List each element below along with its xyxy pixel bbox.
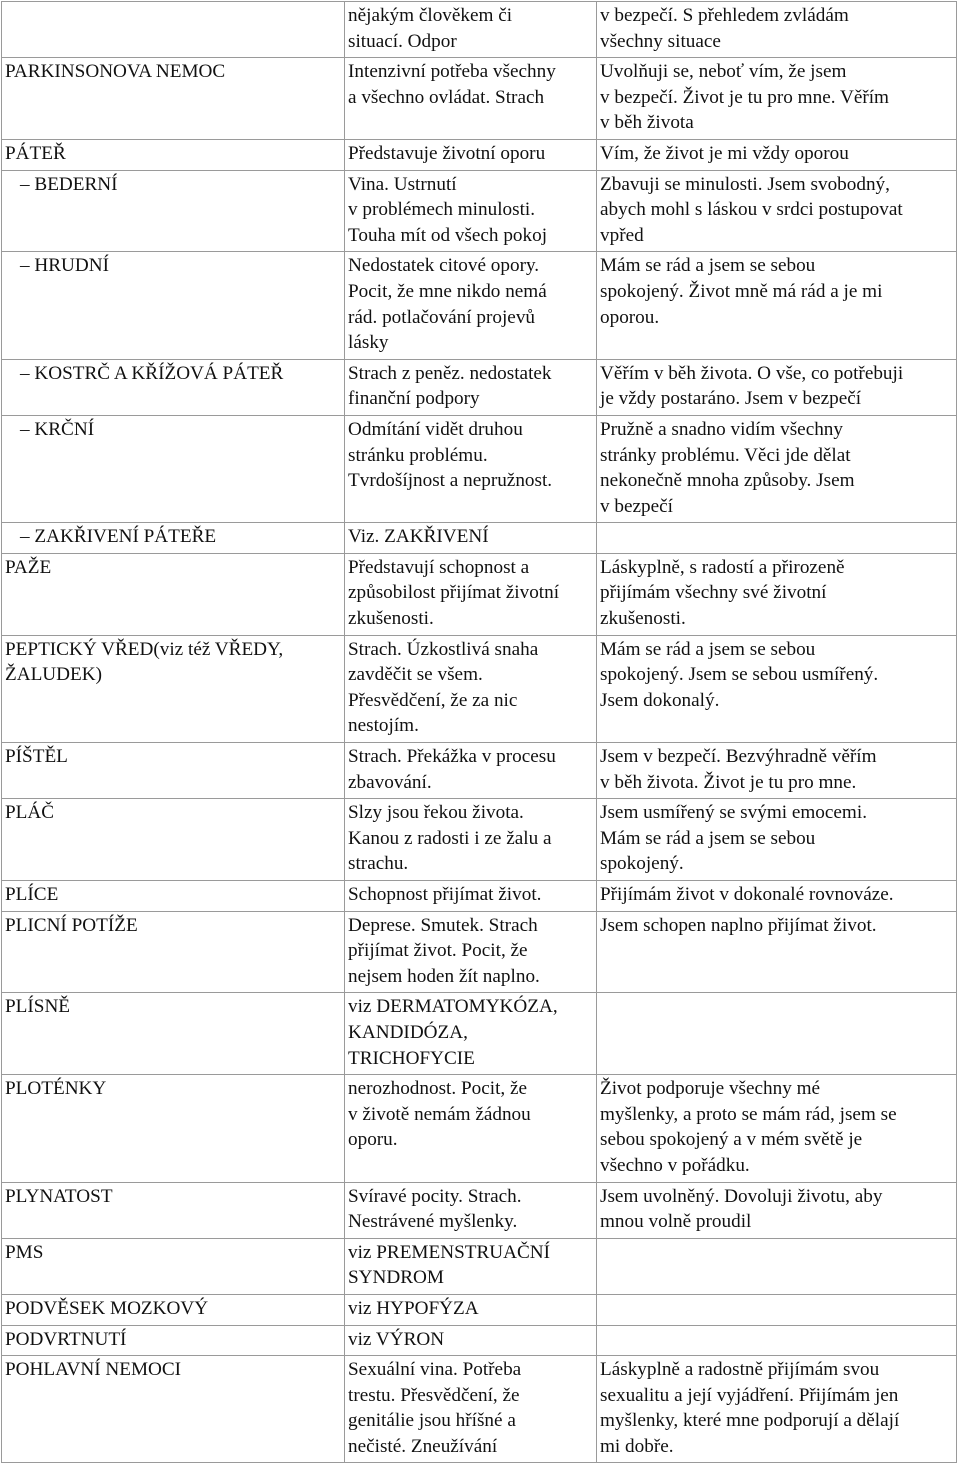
- thought-cell: Jsem schopen naplno přijímat život.: [597, 911, 957, 993]
- table-row: [2, 553, 957, 635]
- thought-cell: Mám se rád a jsem se sebou spokojený. Jsem se sebou usmířený. Jsem dokonalý.: [597, 635, 957, 742]
- cause-cell: Představuje životní oporu: [345, 139, 597, 170]
- cause-cell: nerozhodnost. Pocit, že v životě nemám žádnou oporu.: [345, 1075, 597, 1182]
- thought-cell: Zbavuji se minulosti. Jsem svobodný, abych mohl s láskou v srdci postupovat vpřed: [597, 170, 957, 252]
- term-cell: – HRUDNÍ: [2, 252, 345, 359]
- table-row: [2, 1294, 957, 1325]
- term-cell: PLÍCE: [2, 881, 345, 912]
- cause-cell: Svíravé pocity. Strach. Nestrávené myšlenky.: [345, 1182, 597, 1238]
- cause-cell: Strach. Překážka v procesu zbavování.: [345, 743, 597, 799]
- cause-cell: viz DERMATOMYKÓZA, KANDIDÓZA, TRICHOFYCIE: [345, 993, 597, 1075]
- cause-cell: Deprese. Smutek. Strach přijímat život. Pocit, že nejsem hoden žít naplno.: [345, 911, 597, 993]
- table-row: [2, 1182, 957, 1238]
- table-row: [2, 881, 957, 912]
- cause-cell: viz HYPOFÝZA: [345, 1294, 597, 1325]
- table-row: [2, 359, 957, 415]
- term-cell: PÁTEŘ: [2, 139, 345, 170]
- cause-cell: viz PREMENSTRUAČNÍ SYNDROM: [345, 1238, 597, 1294]
- thought-cell: [597, 993, 957, 1075]
- table-row: [2, 799, 957, 881]
- term-cell: – KOSTRČ A KŘÍŽOVÁ PÁTEŘ: [2, 359, 345, 415]
- table-row: [2, 58, 957, 140]
- term-cell: PAŽE: [2, 553, 345, 635]
- cause-cell: Strach z peněz. nedostatek finanční podpory: [345, 359, 597, 415]
- table-row: [2, 743, 957, 799]
- term-cell: PLYNATOST: [2, 1182, 345, 1238]
- cause-cell: Intenzivní potřeba všechny a všechno ovládat. Strach: [345, 58, 597, 140]
- thought-cell: Uvolňuji se, neboť vím, že jsem v bezpečí. Život je tu pro mne. Věřím v běh života: [597, 58, 957, 140]
- table-row: [2, 523, 957, 554]
- table-row: [2, 1325, 957, 1356]
- cause-cell: Vina. Ustrnutí v problémech minulosti. Touha mít od všech pokoj: [345, 170, 597, 252]
- thought-cell: Mám se rád a jsem se sebou spokojený. Život mně má rád a je mi oporou.: [597, 252, 957, 359]
- table-row: [2, 2, 957, 58]
- table-row: [2, 1238, 957, 1294]
- thought-cell: Pružně a snadno vidím všechny stránky problému. Věci jde dělat nekonečně mnoha způsoby. Jsem v bezpečí: [597, 415, 957, 522]
- table-row: [2, 635, 957, 742]
- term-cell: PMS: [2, 1238, 345, 1294]
- table-body: [2, 2, 957, 1463]
- term-cell: PLICNÍ POTÍŽE: [2, 911, 345, 993]
- cause-cell: nějakým člověkem či situací. Odpor: [345, 2, 597, 58]
- cause-cell: Představují schopnost a způsobilost přijímat životní zkušenosti.: [345, 553, 597, 635]
- thought-cell: [597, 523, 957, 554]
- table-row: [2, 1075, 957, 1182]
- thought-cell: Život podporuje všechny mé myšlenky, a proto se mám rád, jsem se sebou spokojený a v mém světě je všechno v pořádku.: [597, 1075, 957, 1182]
- term-cell: PÍŠTĚL: [2, 743, 345, 799]
- cause-cell: Slzy jsou řekou života. Kanou z radosti i ze žalu a strachu.: [345, 799, 597, 881]
- cause-cell: Nedostatek citové opory. Pocit, že mne nikdo nemá rád. potlačování projevů lásky: [345, 252, 597, 359]
- thought-cell: [597, 1294, 957, 1325]
- table-row: [2, 993, 957, 1075]
- thought-cell: Věřím v běh života. O vše, co potřebuji je vždy postaráno. Jsem v bezpečí: [597, 359, 957, 415]
- cause-cell: Sexuální vina. Potřeba trestu. Přesvědčení, že genitálie jsou hříšné a nečisté. Zneužívání: [345, 1356, 597, 1463]
- term-cell: PARKINSONOVA NEMOC: [2, 58, 345, 140]
- term-cell: PODVRTNUTÍ: [2, 1325, 345, 1356]
- thought-cell: Láskyplně, s radostí a přirozeně přijímám všechny své životní zkušenosti.: [597, 553, 957, 635]
- cause-cell: Odmítání vidět druhou stránku problému. Tvrdošíjnost a nepružnost.: [345, 415, 597, 522]
- term-cell: PLÍSNĚ: [2, 993, 345, 1075]
- term-cell: PLÁČ: [2, 799, 345, 881]
- thought-cell: [597, 1238, 957, 1294]
- thought-cell: Jsem usmířený se svými emocemi. Mám se rád a jsem se sebou spokojený.: [597, 799, 957, 881]
- table-row: [2, 1356, 957, 1463]
- ailment-table: [1, 1, 957, 1463]
- table-row: [2, 415, 957, 522]
- term-cell: – BEDERNÍ: [2, 170, 345, 252]
- term-cell: PODVĚSEK MOZKOVÝ: [2, 1294, 345, 1325]
- thought-cell: Vím, že život je mi vždy oporou: [597, 139, 957, 170]
- thought-cell: v bezpečí. S přehledem zvládám všechny situace: [597, 2, 957, 58]
- table-row: [2, 139, 957, 170]
- cause-cell: viz VÝRON: [345, 1325, 597, 1356]
- cause-cell: Schopnost přijímat život.: [345, 881, 597, 912]
- cause-cell: Strach. Úzkostlivá snaha zavděčit se všem. Přesvědčení, že za nic nestojím.: [345, 635, 597, 742]
- term-cell: PLOTÉNKY: [2, 1075, 345, 1182]
- thought-cell: Jsem uvolněný. Dovoluji životu, aby mnou volně proudil: [597, 1182, 957, 1238]
- thought-cell: Přijímám život v dokonalé rovnováze.: [597, 881, 957, 912]
- table-row: [2, 252, 957, 359]
- term-cell: – ZAKŘIVENÍ PÁTEŘE: [2, 523, 345, 554]
- term-cell: [2, 2, 345, 58]
- table-row: [2, 170, 957, 252]
- term-cell: – KRČNÍ: [2, 415, 345, 522]
- thought-cell: Jsem v bezpečí. Bezvýhradně věřím v běh života. Život je tu pro mne.: [597, 743, 957, 799]
- table-row: [2, 911, 957, 993]
- thought-cell: Láskyplně a radostně přijímám svou sexualitu a její vyjádření. Přijímám jen myšlenky, které mne podporují a dělají mi dobře.: [597, 1356, 957, 1463]
- cause-cell: Viz. ZAKŘIVENÍ: [345, 523, 597, 554]
- thought-cell: [597, 1325, 957, 1356]
- term-cell: PEPTICKÝ VŘED(viz též VŘEDY, ŽALUDEK): [2, 635, 345, 742]
- term-cell: POHLAVNÍ NEMOCI: [2, 1356, 345, 1463]
